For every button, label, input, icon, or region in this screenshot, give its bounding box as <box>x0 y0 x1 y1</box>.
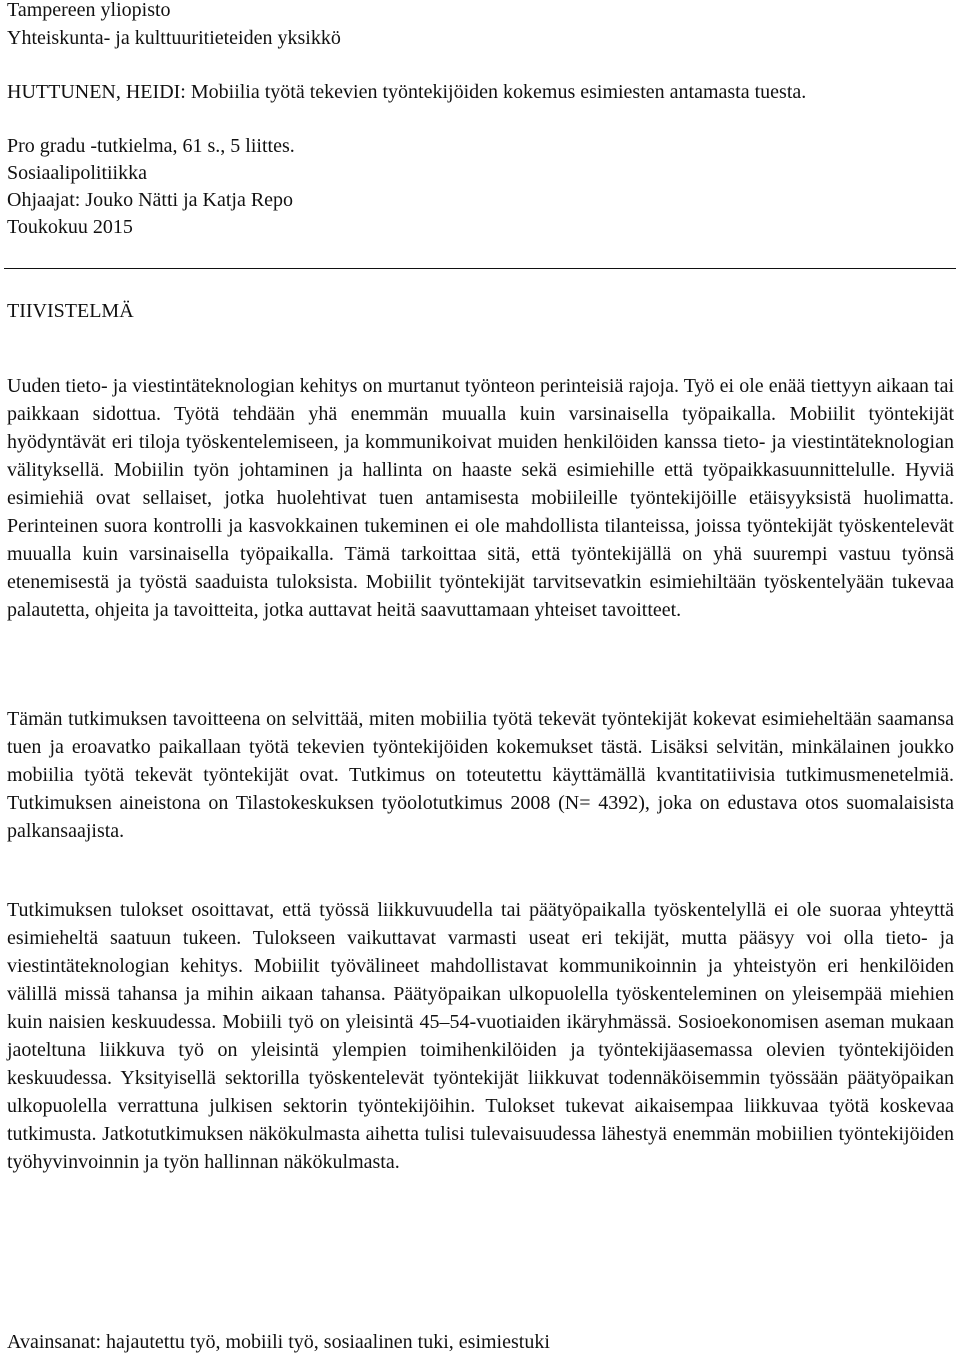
author-title: HUTTUNEN, HEIDI: Mobiilia työtä tekevien työntekijöiden kokemus esimiesten antamasta tuesta. <box>7 81 807 103</box>
keywords: Avainsanat: hajautettu työ, mobiili työ, sosiaalinen tuki, esimiestuki <box>7 1331 550 1353</box>
university-name: Tampereen yliopisto <box>7 0 171 21</box>
subject: Sosiaalipolitiikka <box>7 162 147 184</box>
abstract-heading: TIIVISTELMÄ <box>7 300 134 322</box>
separator-rule <box>4 268 956 269</box>
thesis-info: Pro gradu -tutkielma, 61 s., 5 liittes. <box>7 135 295 157</box>
supervisors: Ohjaajat: Jouko Nätti ja Katja Repo <box>7 189 294 211</box>
abstract-paragraph-3: Tutkimuksen tulokset osoittavat, että työssä liikkuvuudella tai päätyöpaikalla työskentelyllä ei ole suoraa yhteyttä esimieheltä saatuun tukeen. Tulokseen vaikuttavat varmasti useat eri tekijät, mutta pääsyy voi olla tieto- ja viestintäteknologian kehitys. Mobiilit työvälineet mahdollistavat kommunikoinnin ja yhteistyön eri henkilöiden välillä missä tahansa ja mihin aikaan tahansa. Päätyöpaikan ulkopuolella työskenteleminen on yleisempää miehien kuin naisien keskuudessa. Mobiili työ on yleisintä 45–54-vuotiaiden ikäryhmässä. Sosioekonomisen aseman mukaan jaoteltuna liikkuva työ on yleisintä ylempien toimihenkilöiden ja työntekijäasemassa olevien työntekijöiden keskuudessa. Yksityisellä sektorilla työskentelevät työntekijät liikkuvat todennäköisemmin työssään päätyöpaikan ulkopuolella verrattuna julkisen sektorin työntekijöihin. Tulokset tukevat aikaisempaa liikkuvaa työtä koskevaa tutkimusta. Jatkotutkimuksen näkökulmasta aihetta tulisi tulevaisuudessa lähestyä enemmän mobiilien työntekijöiden työhyvinvoinnin ja työn hallinnan näkökulmasta. <box>7 899 954 1173</box>
publication-date: Toukokuu 2015 <box>7 216 133 238</box>
faculty-name: Yhteiskunta- ja kulttuuritieteiden yksikkö <box>7 27 341 49</box>
abstract-paragraph-2: Tämän tutkimuksen tavoitteena on selvittää, miten mobiilia työtä tekevät työntekijät kokevat esimieheltään saamansa tuen ja eroavatko paikallaan työtä tekevien työntekijöiden kokemukset tästä. Lisäksi selvitän, minkälainen joukko mobiilia työtä tekevät työntekijät ovat. Tutkimus on toteutettu käyttämällä kvantitatiivisia tutkimusmenetelmiä. Tutkimuksen aineistona on Tilastokeskuksen työolotutkimus 2008 (N= 4392), joka on edustava otos suomalaisista palkansaajista. <box>7 708 954 842</box>
abstract-paragraph-1: Uuden tieto- ja viestintäteknologian kehitys on murtanut työnteon perinteisiä rajoja. Työ ei ole enää tiettyyn aikaan tai paikkaan sidottua. Työtä tehdään yhä enemmän muualla kuin varsinaisella työpaikalla. Mobiilit työntekijät hyödyntävät eri tiloja työskentelemiseen, ja kommunikoivat muiden henkilöiden kanssa tieto- ja viestintäteknologian välityksellä. Mobiilin työn johtaminen ja hallinta on haaste sekä esimiehille että työpaikkasuunnittelulle. Hyviä esimiehiä ovat sellaiset, jotka huolehtivat tuen antamisesta mobiileille työntekijöille etäisyyksistä huolimatta. Perinteinen suora kontrolli ja kasvokkainen tukeminen ei ole mahdollista tilanteissa, joissa työntekijät työskentelevät muualla kuin varsinaisella työpaikalla. Tämä tarkoittaa sitä, että työntekijällä on yhä suurempi vastuu työnsä etenemisestä ja työstä saaduista tuloksista. Mobiilit työntekijät tarvitsevatkin esimiehiltään työskentelyään tukevaa palautetta, ohjeita ja tavoitteita, jotka auttavat heitä saavuttamaan yhteiset tavoitteet. <box>7 375 954 621</box>
